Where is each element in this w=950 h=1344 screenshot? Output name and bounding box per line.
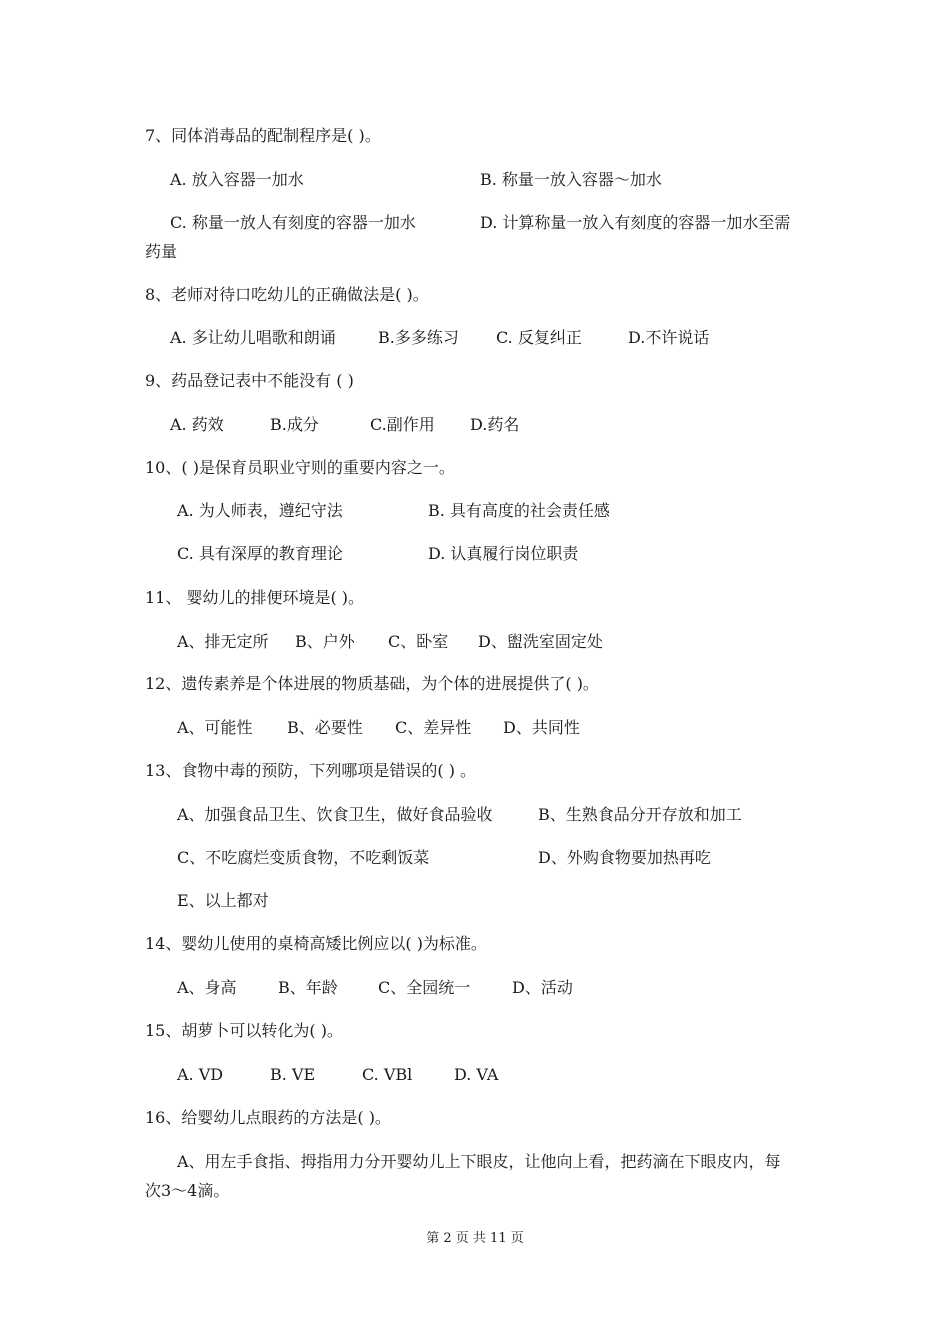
q11-option-a: A、排无定所 [177,632,269,651]
page-footer: 第 2 页 共 11 页 [426,1231,524,1246]
q10-option-b: B. 具有高度的社会责任感 [428,501,610,520]
q10-option-c: C. 具有深厚的教育理论 [177,544,343,563]
q11-option-b: B、户外 [295,632,355,651]
q15-stem: 15、胡萝卜可以转化为( )。 [145,1021,343,1040]
q8-option-c: C. 反复纠正 [496,328,582,347]
q11-option-d: D、盥洗室固定处 [478,632,603,651]
q9-option-a: A. 药效 [170,415,224,434]
q13-stem: 13、食物中毒的预防，下列哪项是错误的( ) 。 [145,761,477,780]
q13-option-e: E、以上都对 [177,891,269,910]
q16-option-a-continued: 次3～4滴。 [145,1181,230,1200]
q7-option-d: D. 计算称量一放入有刻度的容器一加水至需 [480,213,791,232]
q9-option-c: C.副作用 [370,415,435,434]
q16-stem: 16、给婴幼儿点眼药的方法是( )。 [145,1108,391,1127]
q8-option-d: D.不许说话 [628,328,710,347]
q7-option-c: C. 称量一放人有刻度的容器一加水 [170,213,416,232]
q8-option-a: A. 多让幼儿唱歌和朗诵 [170,328,336,347]
q10-option-a: A. 为人师表，遵纪守法 [177,501,343,520]
q11-option-c: C、卧室 [388,632,449,651]
q13-option-b: B、生熟食品分开存放和加工 [538,805,742,824]
q9-option-b: B.成分 [270,415,319,434]
q7-option-d-continued: 药量 [145,242,178,261]
q14-stem: 14、婴幼儿使用的桌椅高矮比例应以( )为标准。 [145,934,487,953]
q14-option-b: B、年龄 [278,978,338,997]
q12-option-d: D、共同性 [503,718,580,737]
q7-option-b: B. 称量一放入容器～加水 [480,170,662,189]
q12-stem: 12、遗传素养是个体进展的物质基础，为个体的进展提供了( )。 [145,674,599,693]
q15-option-d: D. VA [454,1065,499,1084]
q15-option-a: A. VD [177,1065,224,1084]
q12-option-b: B、必要性 [287,718,363,737]
q15-option-b: B. VE [270,1065,316,1084]
q16-option-a: A、用左手食指、拇指用力分开婴幼儿上下眼皮，让他向上看，把药滴在下眼皮内，每 [177,1152,781,1171]
q14-option-d: D、活动 [512,978,573,997]
q14-option-c: C、全园统一 [378,978,471,997]
q7-stem: 7、同体消毒品的配制程序是( )。 [145,126,381,145]
q10-option-d: D. 认真履行岗位职责 [428,544,579,563]
q8-option-b: B.多多练习 [378,328,459,347]
q10-stem: 10、( )是保育员职业守则的重要内容之一。 [145,458,455,477]
q11-stem: 11、 婴幼儿的排便环境是( )。 [145,588,365,607]
q8-stem: 8、老师对待口吃幼儿的正确做法是( )。 [145,285,429,304]
q12-option-a: A、可能性 [177,718,253,737]
q9-option-d: D.药名 [470,415,520,434]
q13-option-a: A、加强食品卫生、饮食卫生，做好食品验收 [177,805,493,824]
q14-option-a: A、身高 [177,978,237,997]
q15-option-c: C. VBl [362,1065,413,1084]
q12-option-c: C、差异性 [395,718,472,737]
q13-option-c: C、不吃腐烂变质食物，不吃剩饭菜 [177,848,430,867]
q13-option-d: D、外购食物要加热再吃 [538,848,711,867]
q7-option-a: A. 放入容器一加水 [170,170,304,189]
q9-stem: 9、药品登记表中不能没有 ( ) [145,371,354,390]
